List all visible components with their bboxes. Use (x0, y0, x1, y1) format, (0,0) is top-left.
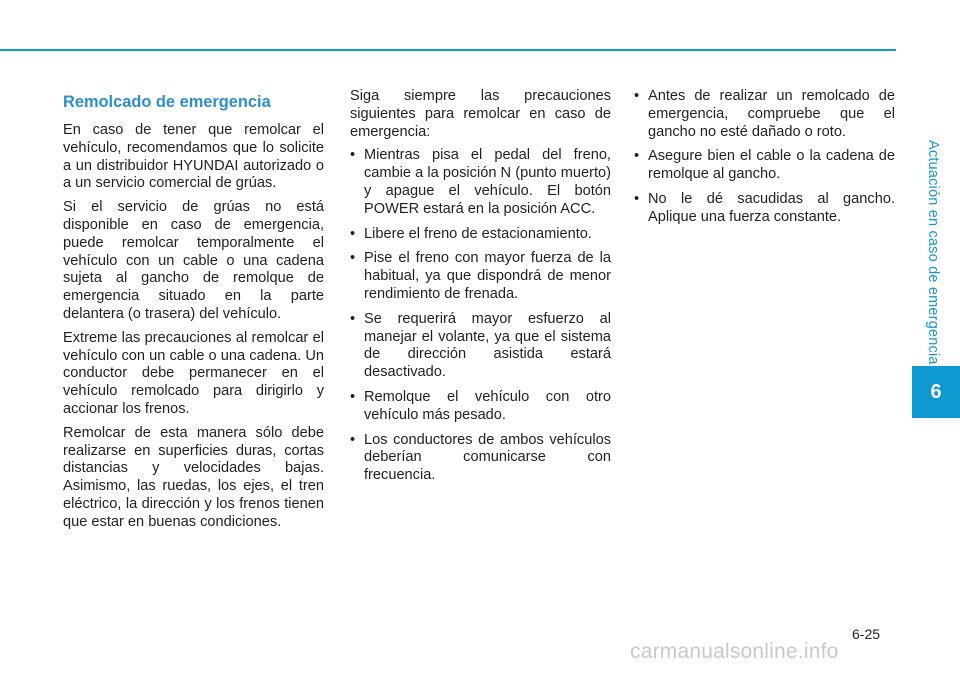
list-item: • Libere el freno de estacionamiento. (350, 226, 611, 244)
section-title-vertical: Actuación en caso de emergencia (925, 140, 941, 365)
paragraph: Si el servicio de grúas no está disponible en caso de emergencia, puede remolcar temporalmente el vehículo con un cable o una cadena sujeta al gancho de remolque de emergencia situado en la parte delantera (o trasera) del vehículo. (63, 199, 324, 322)
header-rule (0, 49, 896, 51)
precautions-list-continued (634, 88, 895, 227)
column-1 (63, 88, 324, 538)
chapter-tab: 6 (912, 366, 960, 418)
page-number: 6-25 (852, 626, 881, 642)
list-item: • Asegure bien el cable o la cadena de remolque al gancho. (634, 148, 895, 184)
watermark-text: carmanualsonline.info (630, 640, 839, 663)
intro-paragraph: Siga siempre las precauciones siguientes para remolcar en caso de emergencia: (350, 88, 611, 140)
list-item: • No le dé sacudidas al gancho. Aplique una fuerza constante. (634, 191, 895, 227)
list-item: • Pise el freno con mayor fuerza de la habitual, ya que dispondrá de menor rendimiento de frenada. (350, 250, 611, 303)
paragraph: En caso de tener que remolcar el vehículo, recomendamos que lo solicite a un distribuidor HYUNDAI autorizado o a un servicio comercial de grúas. (63, 122, 324, 192)
section-heading: Remolcado de emergencia (63, 93, 271, 111)
paragraph: Remolcar de esta manera sólo debe realizarse en superficies duras, cortas distancias y velocidades bajas. Asimismo, las ruedas, los ejes, el tren eléctrico, la dirección y los frenos tienen que estar en buenas condiciones. (63, 424, 324, 530)
list-item: • Se requerirá mayor esfuerzo al manejar el volante, ya que el sistema de dirección asistida estará desactivado. (350, 311, 611, 382)
paragraph: Extreme las precauciones al remolcar el vehículo con un cable o una cadena. Un conductor debe permanecer en el vehículo remolcado para dirigirlo y accionar los frenos. (63, 329, 324, 417)
precautions-list (350, 147, 611, 485)
list-item: • Remolque el vehículo con otro vehículo más pesado. (350, 389, 611, 425)
column-2 (350, 88, 611, 492)
list-item: • Antes de realizar un remolcado de emergencia, compruebe que el gancho no esté dañado o roto. (634, 88, 895, 141)
list-item: • Mientras pisa el pedal del freno, cambie a la posición N (punto muerto) y apague el vehículo. El botón POWER estará en la posición ACC. (350, 147, 611, 218)
column-3 (634, 88, 895, 234)
list-item: • Los conductores de ambos vehículos deberían comunicarse con frecuencia. (350, 432, 611, 485)
